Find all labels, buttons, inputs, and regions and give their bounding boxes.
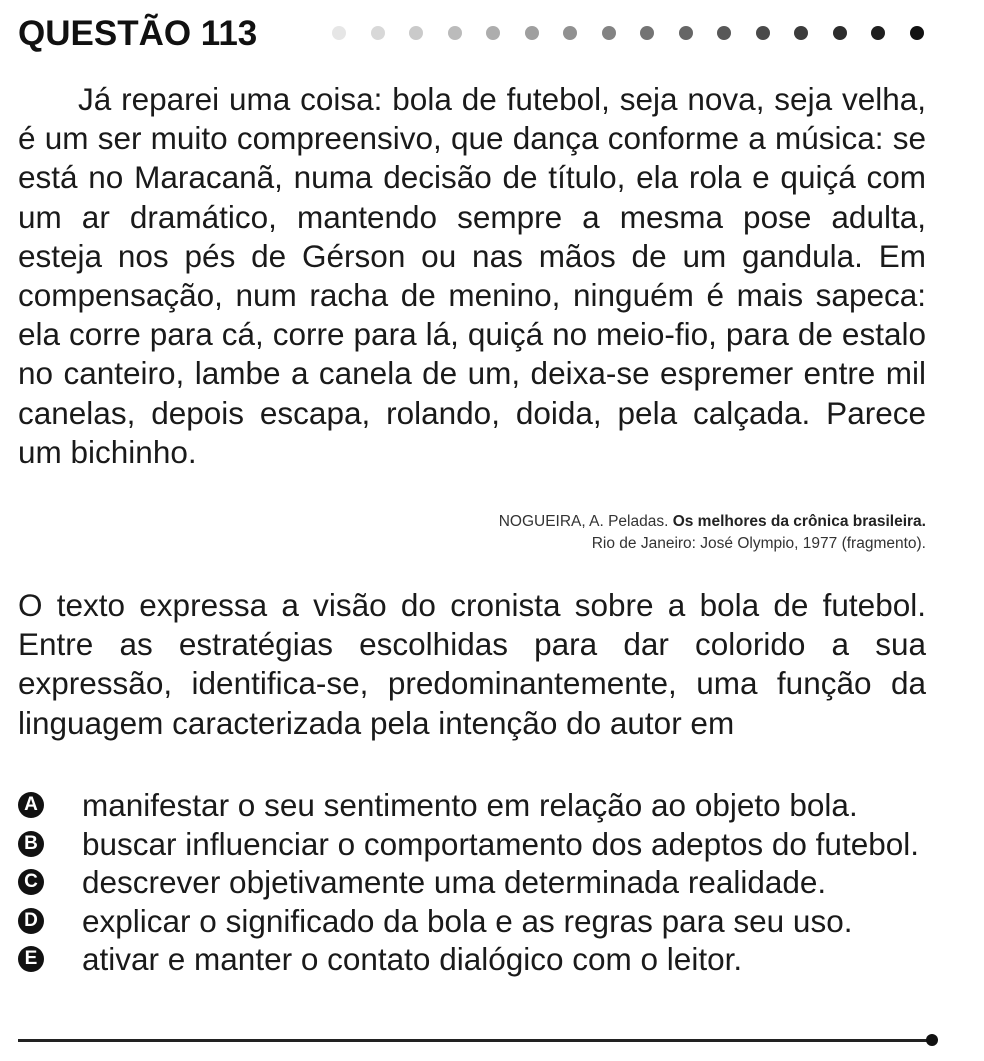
option-text: buscar influenciar o comportamento dos adeptos do futebol. (82, 825, 920, 862)
decorative-dot (833, 26, 847, 40)
option-text: explicar o significado da bola e as regras para seu uso. (82, 902, 853, 939)
option-c[interactable] (18, 863, 926, 902)
option-a[interactable] (18, 786, 926, 825)
option-letter-badge: A (18, 792, 44, 818)
footer-divider (18, 1039, 932, 1042)
citation-book: Os melhores da crônica brasileira. (672, 513, 926, 530)
decorative-dot (409, 26, 423, 40)
answer-options (18, 786, 926, 979)
decorative-dot (371, 26, 385, 40)
decorative-dot-row (318, 20, 948, 46)
option-e[interactable] (18, 940, 926, 979)
option-d[interactable] (18, 902, 926, 941)
option-letter-badge: E (18, 946, 44, 972)
decorative-dot (717, 26, 731, 40)
decorative-dot (332, 26, 346, 40)
citation-publisher: Rio de Janeiro: José Olympio, 1977 (fragmento). (591, 535, 926, 552)
citation (499, 511, 926, 555)
option-text: manifestar o seu sentimento em relação ao objeto bola. (82, 787, 858, 823)
question-title: QUESTÃO 113 (18, 14, 258, 53)
citation-line-1 (499, 511, 926, 533)
option-text: descrever objetivamente uma determinada realidade. (82, 864, 827, 900)
option-letter-badge: C (18, 869, 44, 895)
decorative-dot (910, 26, 924, 40)
option-text: ativar e manter o contato dialógico com o leitor. (82, 941, 743, 977)
question-prompt: O texto expressa a visão do cronista sobre a bola de futebol. Entre as estratégias escolhidas para dar colorido a sua expressão, identifica-se, predominantemente, uma função da linguagem caracterizada pela intenção do autor em (18, 587, 926, 741)
passage-body: Já reparei uma coisa: bola de futebol, seja nova, seja velha, é um ser muito compreensivo, que dança conforme a música: se está no Maracanã, numa decisão de título, ela rola e quiçá com um ar dramático, mantendo sempre a mesma pose adulta, esteja nos pés de Gérson ou nas mãos de um gandula. Em compensação, num racha de menino, ninguém é mais sapeca: ela corre para cá, corre para lá, quiçá no meio-fio, para de estalo no canteiro, lambe a canela de um, deixa-se espremer entre mil canelas, depois escapa, rolando, doida, pela calçada. Parece um bichinho. (18, 81, 926, 470)
decorative-dot (602, 26, 616, 40)
decorative-dot (640, 26, 654, 40)
option-b[interactable] (18, 825, 926, 864)
passage-text (18, 80, 926, 472)
decorative-dot (871, 26, 885, 40)
decorative-dot (448, 26, 462, 40)
citation-author-work: NOGUEIRA, A. Peladas. (498, 513, 673, 530)
option-letter-badge: D (18, 908, 44, 934)
decorative-dot (794, 26, 808, 40)
decorative-dot (679, 26, 693, 40)
decorative-dot (563, 26, 577, 40)
footer-dot (926, 1034, 938, 1046)
decorative-dot (486, 26, 500, 40)
decorative-dot (525, 26, 539, 40)
question-header (18, 10, 938, 58)
decorative-dot (756, 26, 770, 40)
option-letter-badge: B (18, 831, 44, 857)
